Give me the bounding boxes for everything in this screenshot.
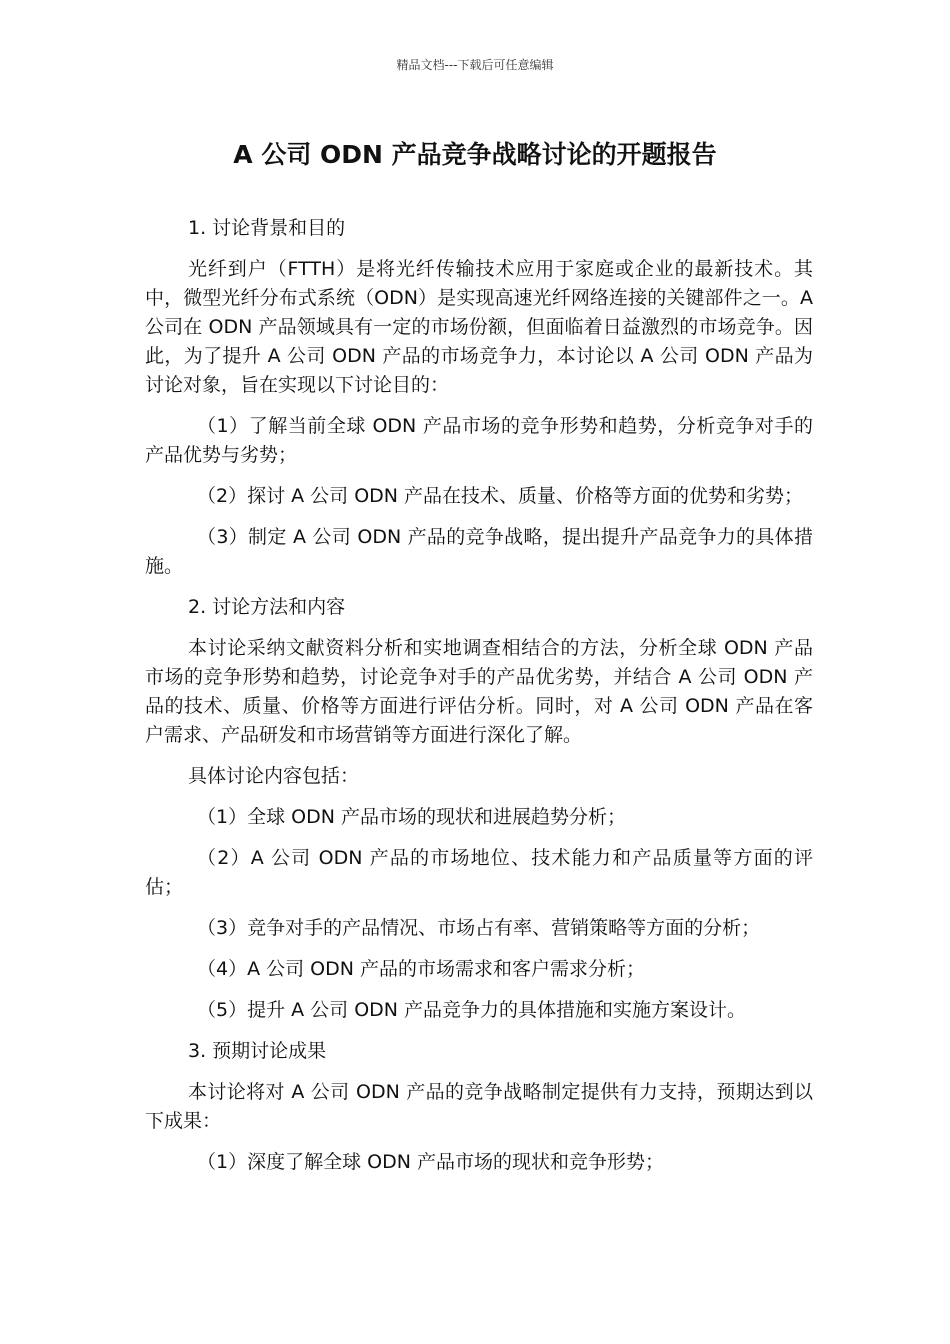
list-item: （5）提升 A 公司 ODN 产品竞争力的具体措施和实施方案设计。 bbox=[197, 999, 747, 1021]
page-header: 精品文档---下载后可任意编辑 bbox=[396, 58, 554, 72]
list-item: （2）A 公司 ODN 产品的市场地位、技术能力和产品质量等方面的评估； bbox=[145, 847, 813, 898]
list-item: （2）探讨 A 公司 ODN 产品在技术、质量、价格等方面的优势和劣势； bbox=[197, 485, 804, 507]
section-heading-outcomes: 3. 预期讨论成果 bbox=[188, 1040, 327, 1062]
list-item: （1）深度了解全球 ODN 产品市场的现状和竞争形势； bbox=[197, 1151, 664, 1173]
section-heading-methods: 2. 讨论方法和内容 bbox=[188, 596, 346, 618]
section-heading-background: 1. 讨论背景和目的 bbox=[188, 217, 346, 239]
paragraph-outcomes: 本讨论将对 A 公司 ODN 产品的竞争战略制定提供有力支持，预期达到以下成果： bbox=[145, 1081, 813, 1132]
paragraph-methods: 本讨论采纳文献资料分析和实地调查相结合的方法，分析全球 ODN 产品市场的竞争形势和趋势，讨论竞争对手的产品优劣势，并结合 A 公司 ODN 产品的技术、质量、价格等方面进行评估分析。同时，对 A 公司 ODN 产品在客户需求、产品研发和市场营销等方面进行深化了解。 bbox=[145, 637, 813, 746]
list-item: （4）A 公司 ODN 产品的市场需求和客户需求分析； bbox=[197, 958, 646, 980]
paragraph-content-intro: 具体讨论内容包括： bbox=[188, 765, 360, 787]
list-item: （1）了解当前全球 ODN 产品市场的竞争形势和趋势，分析竞争对手的产品优势与劣势； bbox=[145, 415, 813, 466]
list-item: （3）竞争对手的产品情况、市场占有率、营销策略等方面的分析； bbox=[197, 917, 761, 939]
list-item: （3）制定 A 公司 ODN 产品的竞争战略，提出提升产品竞争力的具体措施。 bbox=[145, 526, 813, 577]
document-body bbox=[145, 214, 813, 1189]
document-title: A 公司 ODN 产品竞争战略讨论的开题报告 bbox=[233, 140, 717, 169]
list-item: （1）全球 ODN 产品市场的现状和进展趋势分析； bbox=[197, 806, 626, 828]
paragraph-background: 光纤到户（FTTH）是将光纤传输技术应用于家庭或企业的最新技术。其中，微型光纤分布式系统（ODN）是实现高速光纤网络连接的关键部件之一。A 公司在 ODN 产品领域具有一定的市场份额，但面临着日益激烈的市场竞争。因此，为了提升 A 公司 ODN 产品的市场竞争力，本讨论以 A 公司 ODN 产品为讨论对象，旨在实现以下讨论目的： bbox=[145, 258, 813, 396]
